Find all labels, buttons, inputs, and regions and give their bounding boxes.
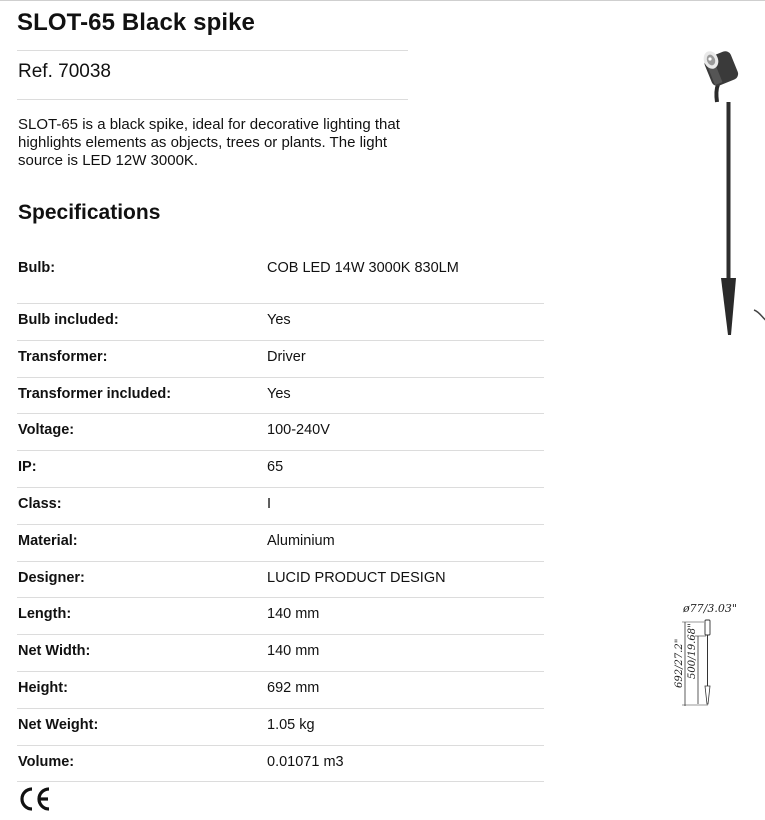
spec-label: Bulb included: (18, 312, 119, 328)
spec-value: 100-240V (267, 422, 330, 439)
ce-mark-icon (16, 786, 52, 812)
spec-row (17, 488, 544, 525)
spec-label: Net Width: (18, 643, 91, 660)
spec-label: Transformer included: (18, 385, 172, 402)
spec-label: Net Weight: (18, 716, 99, 733)
spec-value: Aluminium (267, 532, 335, 549)
spec-row (17, 746, 544, 783)
spec-row (17, 248, 544, 304)
spec-value: 140 mm (267, 606, 320, 623)
spec-row (17, 672, 544, 709)
title-divider (17, 50, 408, 51)
spec-row (17, 304, 544, 341)
page-title: SLOT-65 Black spike (17, 9, 256, 36)
spec-row (17, 709, 544, 746)
spec-value: 0.01071 m3 (267, 753, 344, 770)
spec-row (17, 525, 544, 562)
spec-label: IP: (18, 459, 37, 476)
spec-label: Bulb: (18, 260, 56, 276)
top-divider (0, 0, 765, 1)
spec-value: Yes (267, 385, 291, 402)
specifications-heading: Specifications (18, 201, 161, 224)
diameter-dimension: ø77/3.03" (683, 602, 737, 615)
spec-row (17, 341, 544, 378)
spec-label: Volume: (18, 753, 75, 770)
product-description: SLOT-65 is a black spike, ideal for decorative lighting that highlights elements as objects, trees or plants. The light source is LED 12W 3000K. (18, 116, 400, 169)
spec-value: LUCID PRODUCT DESIGN (267, 569, 446, 586)
spec-row (17, 451, 544, 488)
spec-label: Designer: (18, 569, 85, 586)
total-height-dimension: 692/27.2" (674, 638, 685, 688)
spec-value: 1.05 kg (267, 716, 315, 733)
spec-row (17, 598, 544, 635)
spec-value: Driver (267, 348, 306, 365)
spec-label: Transformer: (18, 348, 108, 365)
spec-value: 65 (267, 459, 284, 476)
spec-value: I (267, 495, 272, 512)
spec-label: Class: (18, 495, 62, 512)
spec-row (17, 562, 544, 599)
product-reference: Ref. 70038 (18, 61, 111, 82)
dimension-drawing (668, 596, 765, 708)
spec-value: COB LED 14W 3000K 830LM (267, 260, 459, 276)
ref-divider (17, 99, 408, 100)
spec-label: Length: (18, 606, 72, 623)
spec-value: 140 mm (267, 643, 320, 660)
product-photo (690, 40, 765, 340)
spec-label: Height: (18, 679, 68, 696)
spec-label: Material: (18, 532, 78, 549)
spike-height-dimension: 500/19.68" (687, 623, 698, 679)
spec-row (17, 414, 544, 451)
specifications-table (17, 248, 544, 782)
spec-value: 692 mm (267, 679, 320, 696)
spec-row (17, 635, 544, 672)
spec-row (17, 378, 544, 415)
spec-label: Voltage: (18, 422, 75, 439)
spec-value: Yes (267, 312, 291, 328)
